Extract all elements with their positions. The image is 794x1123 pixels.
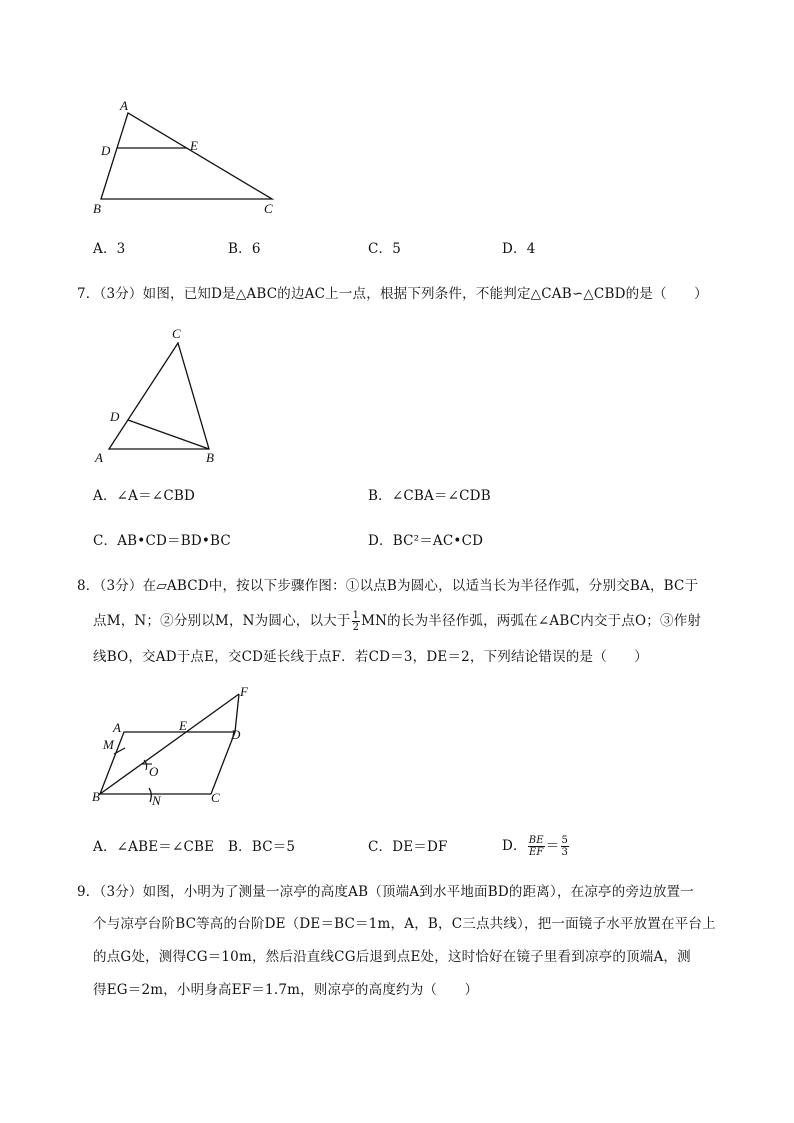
- q7-stem: 7．（3分）如图，已知D是△ABC的边AC上一点，根据下列条件，不能判定△CAB∽△CBD的是（ ）: [77, 286, 708, 302]
- label-d: D: [110, 409, 120, 424]
- q7-option-c[interactable]: C．AB•CD＝BD•BC: [93, 533, 231, 549]
- q9-stem-line3: 的点G处，测得CG＝10m，然后沿直线CG后退到点E处，这时恰好在镜子里看到凉亭的顶端A，测: [93, 949, 691, 965]
- q7-option-d[interactable]: D．BC²＝AC•CD: [368, 533, 484, 549]
- triangle-acb: [109, 343, 209, 449]
- q6-option-d[interactable]: D．4: [502, 241, 536, 257]
- figure-q7-triangle: [88, 322, 228, 467]
- label-b: B: [93, 201, 101, 216]
- figure-q8-parallelogram: [88, 684, 263, 809]
- fraction-be-ef: $\frac{BE}{EF}$: [528, 835, 544, 858]
- q7-option-b[interactable]: B．∠CBA＝∠CDB: [368, 488, 491, 504]
- fraction-five-thirds: $\frac{5}{3}$: [561, 835, 569, 858]
- label-n: N: [152, 793, 161, 808]
- label-a: A: [95, 450, 103, 465]
- label-o: O: [149, 764, 159, 779]
- q7-option-a[interactable]: A．∠A＝∠CBD: [93, 488, 195, 504]
- arc-mark-n: [149, 788, 151, 802]
- label-d: D: [101, 143, 111, 158]
- triangle-abc: [101, 113, 272, 199]
- q9-stem-line1: 9．（3分）如图，小明为了测量一凉亭的高度AB（顶端A到水平地面BD的距离），在凉亭的旁边放置一: [77, 884, 694, 900]
- label-c: C: [211, 790, 220, 805]
- label-b: B: [92, 789, 100, 804]
- label-e: E: [190, 138, 198, 153]
- q6-option-a[interactable]: A．3: [93, 241, 126, 257]
- label-m: M: [103, 737, 114, 752]
- q8-stem-line1: 8．（3分）在▱ABCD中，按以下步骤作图：①以点B为圆心，以适当长为半径作弧，分别交BA，BC于: [77, 578, 699, 594]
- parallelogram-abcd: [100, 732, 235, 794]
- q8-option-a[interactable]: A．∠ABE＝∠CBE: [93, 839, 215, 855]
- q6-option-c[interactable]: C．5: [368, 241, 402, 257]
- q8-option-b[interactable]: B．BC＝5: [228, 839, 296, 855]
- q6-option-b[interactable]: B．6: [228, 241, 261, 257]
- label-d: D: [231, 727, 241, 742]
- label-e: E: [179, 718, 187, 733]
- fraction-one-half: $\frac{1}{2}$: [352, 610, 360, 633]
- q8-stem-line3: 线BO，交AD于点E，交CD延长线于点F．若CD＝3，DE＝2，下列结论错误的是（ ）: [93, 649, 648, 665]
- ray-bf: [100, 694, 239, 794]
- q8-option-c[interactable]: C．DE＝DF: [368, 839, 448, 855]
- q8-option-d[interactable]: D． $\frac{BE}{EF}$ ＝ $\frac{5}{3}$: [502, 835, 569, 858]
- figure-q6-triangle: [88, 96, 288, 221]
- label-a: A: [120, 98, 128, 113]
- q9-stem-line2: 个与凉亭台阶BC等高的台阶DE（DE＝BC＝1m，A，B，C三点共线），把一面镜子水平放置在平台上: [93, 916, 716, 932]
- label-a: A: [113, 720, 121, 735]
- label-c: C: [172, 326, 181, 341]
- label-b: B: [206, 450, 214, 465]
- segment-db: [128, 420, 209, 449]
- label-c: C: [264, 201, 273, 216]
- label-f: F: [240, 684, 248, 699]
- q8-stem-line2: 点M，N；②分别以M，N为圆心，以大于 $\frac{1}{2}$ MN的长为半径作弧，两弧在∠ABC内交于点O；③作射: [93, 610, 702, 633]
- arc-mark-m: [114, 748, 125, 754]
- q9-stem-line4: 得EG＝2m，小明身高EF＝1.7m，则凉亭的高度约为（ ）: [93, 982, 479, 998]
